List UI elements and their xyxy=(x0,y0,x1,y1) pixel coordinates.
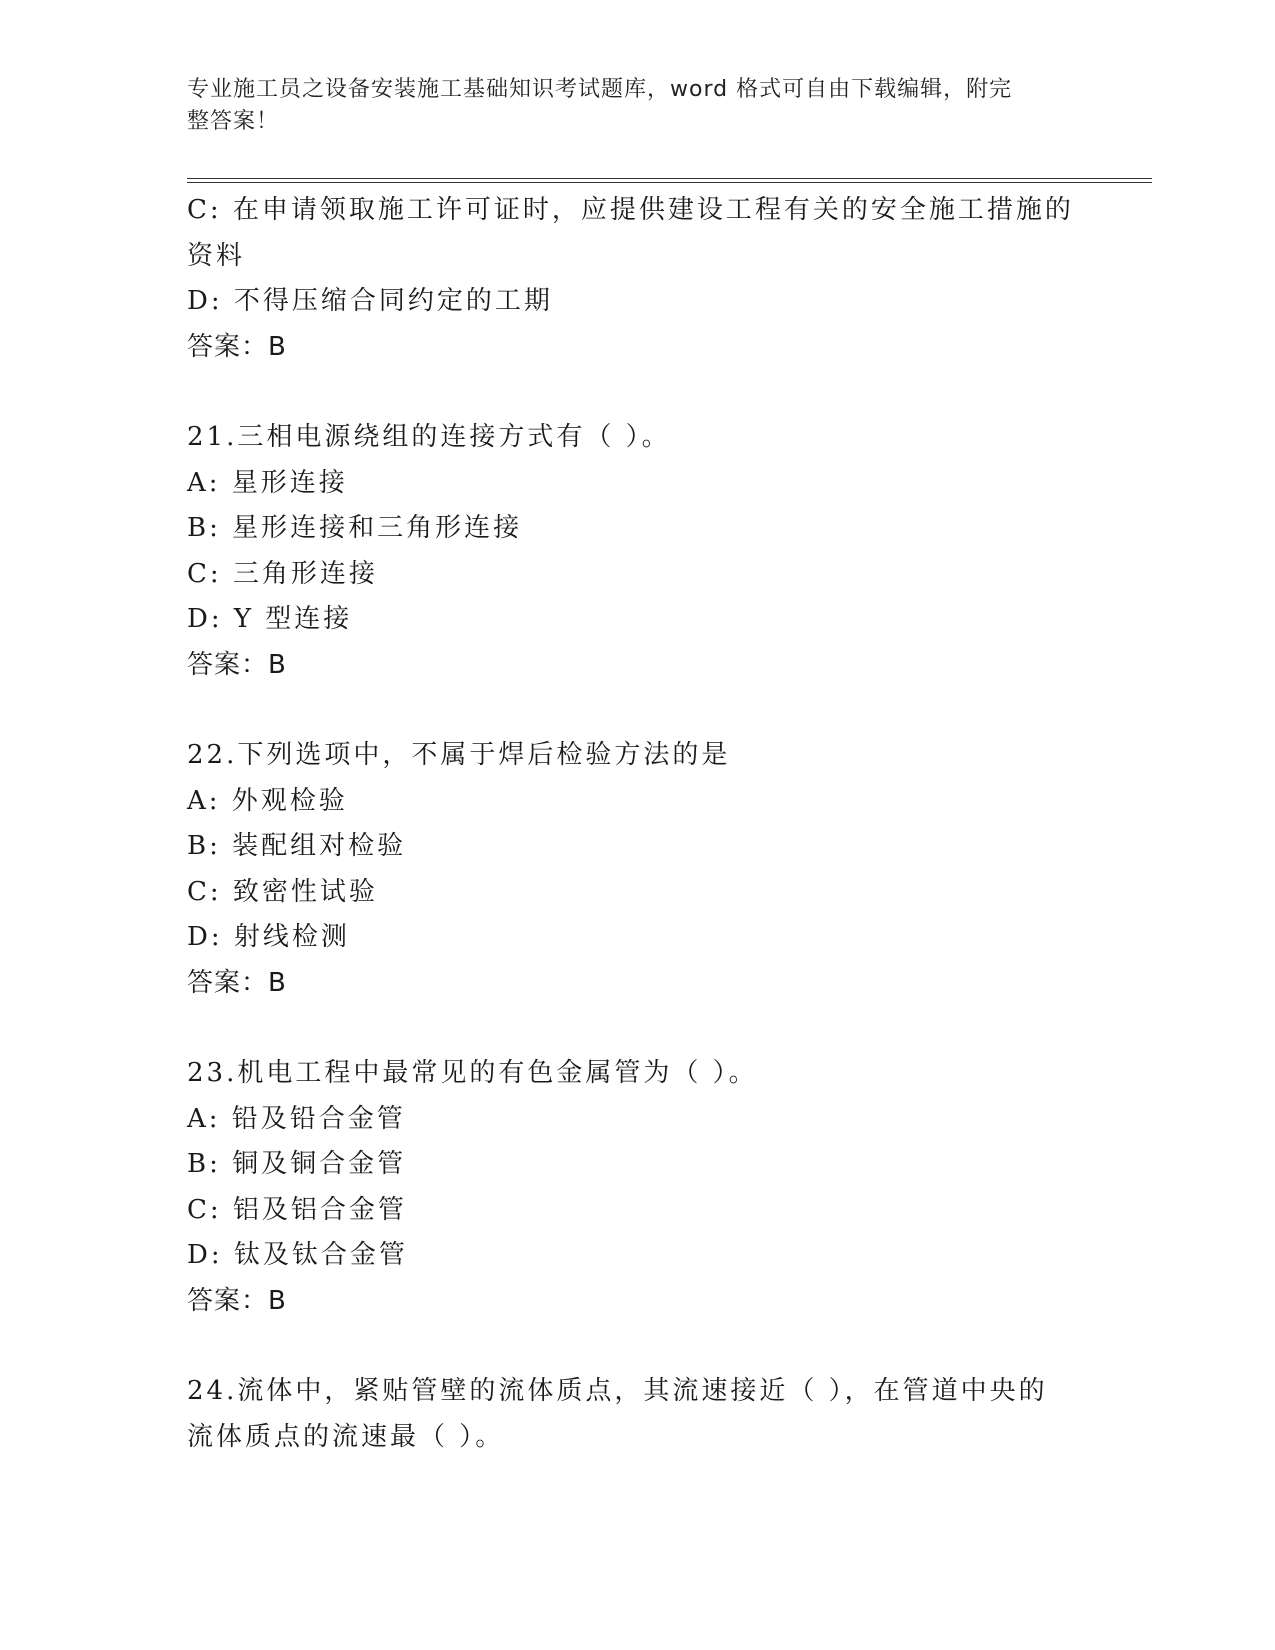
header-line-1: 专业施工员之设备安装施工基础知识考试题库，word 格式可自由下载编辑，附完 xyxy=(187,77,1013,102)
option-b: B: 铜及铜合金管 xyxy=(187,1149,407,1179)
option-a: A: 铅及铅合金管 xyxy=(187,1103,406,1134)
option-d: D: Y 型连接 xyxy=(187,604,353,634)
question-22 xyxy=(187,733,1087,1006)
option-c-line-1: C: 在申请领取施工许可证时，应提供建设工程有关的安全施工措施的 xyxy=(187,195,1074,225)
answer-label: 答案：B xyxy=(187,1285,287,1316)
option-d: D: 射线检测 xyxy=(187,922,350,952)
option-c: C: 三角形连接 xyxy=(187,558,378,589)
header-rule-bottom xyxy=(187,182,1152,183)
question-21 xyxy=(187,415,1087,688)
answer-label: 答案：B xyxy=(187,649,287,680)
question-stem: 22.下列选项中，不属于焊后检验方法的是 xyxy=(187,740,731,770)
option-d: D: 不得压缩合同约定的工期 xyxy=(187,286,553,316)
question-stem: 23.机电工程中最常见的有色金属管为（ ）。 xyxy=(187,1058,758,1088)
option-b: B: 装配组对检验 xyxy=(187,831,407,861)
option-b: B: 星形连接和三角形连接 xyxy=(187,513,523,543)
option-c: C: 致密性试验 xyxy=(187,876,378,907)
spacer xyxy=(187,370,1087,415)
option-a: A: 外观检验 xyxy=(187,785,348,816)
question-stem-line-2: 流体质点的流速最（ ）。 xyxy=(187,1421,505,1452)
question-20-continuation xyxy=(187,188,1087,370)
spacer xyxy=(187,1006,1087,1051)
document-header xyxy=(187,74,1067,138)
question-23 xyxy=(187,1051,1087,1324)
question-stem-line-1: 24.流体中，紧贴管壁的流体质点，其流速接近（ ），在管道中央的 xyxy=(187,1376,1048,1406)
question-list xyxy=(187,188,1087,1460)
question-stem: 21.三相电源绕组的连接方式有（ ）。 xyxy=(187,422,671,452)
option-d: D: 钛及钛合金管 xyxy=(187,1240,408,1270)
spacer xyxy=(187,1324,1087,1369)
option-a: A: 星形连接 xyxy=(187,467,348,498)
answer-label: 答案：B xyxy=(187,331,287,362)
option-c: C: 铝及铝合金管 xyxy=(187,1194,407,1225)
answer-label: 答案：B xyxy=(187,967,287,998)
header-line-2: 整答案！ xyxy=(187,109,280,134)
question-24 xyxy=(187,1369,1087,1460)
spacer xyxy=(187,688,1087,733)
header-rule-top xyxy=(187,178,1152,179)
option-c-line-2: 资料 xyxy=(187,240,246,271)
